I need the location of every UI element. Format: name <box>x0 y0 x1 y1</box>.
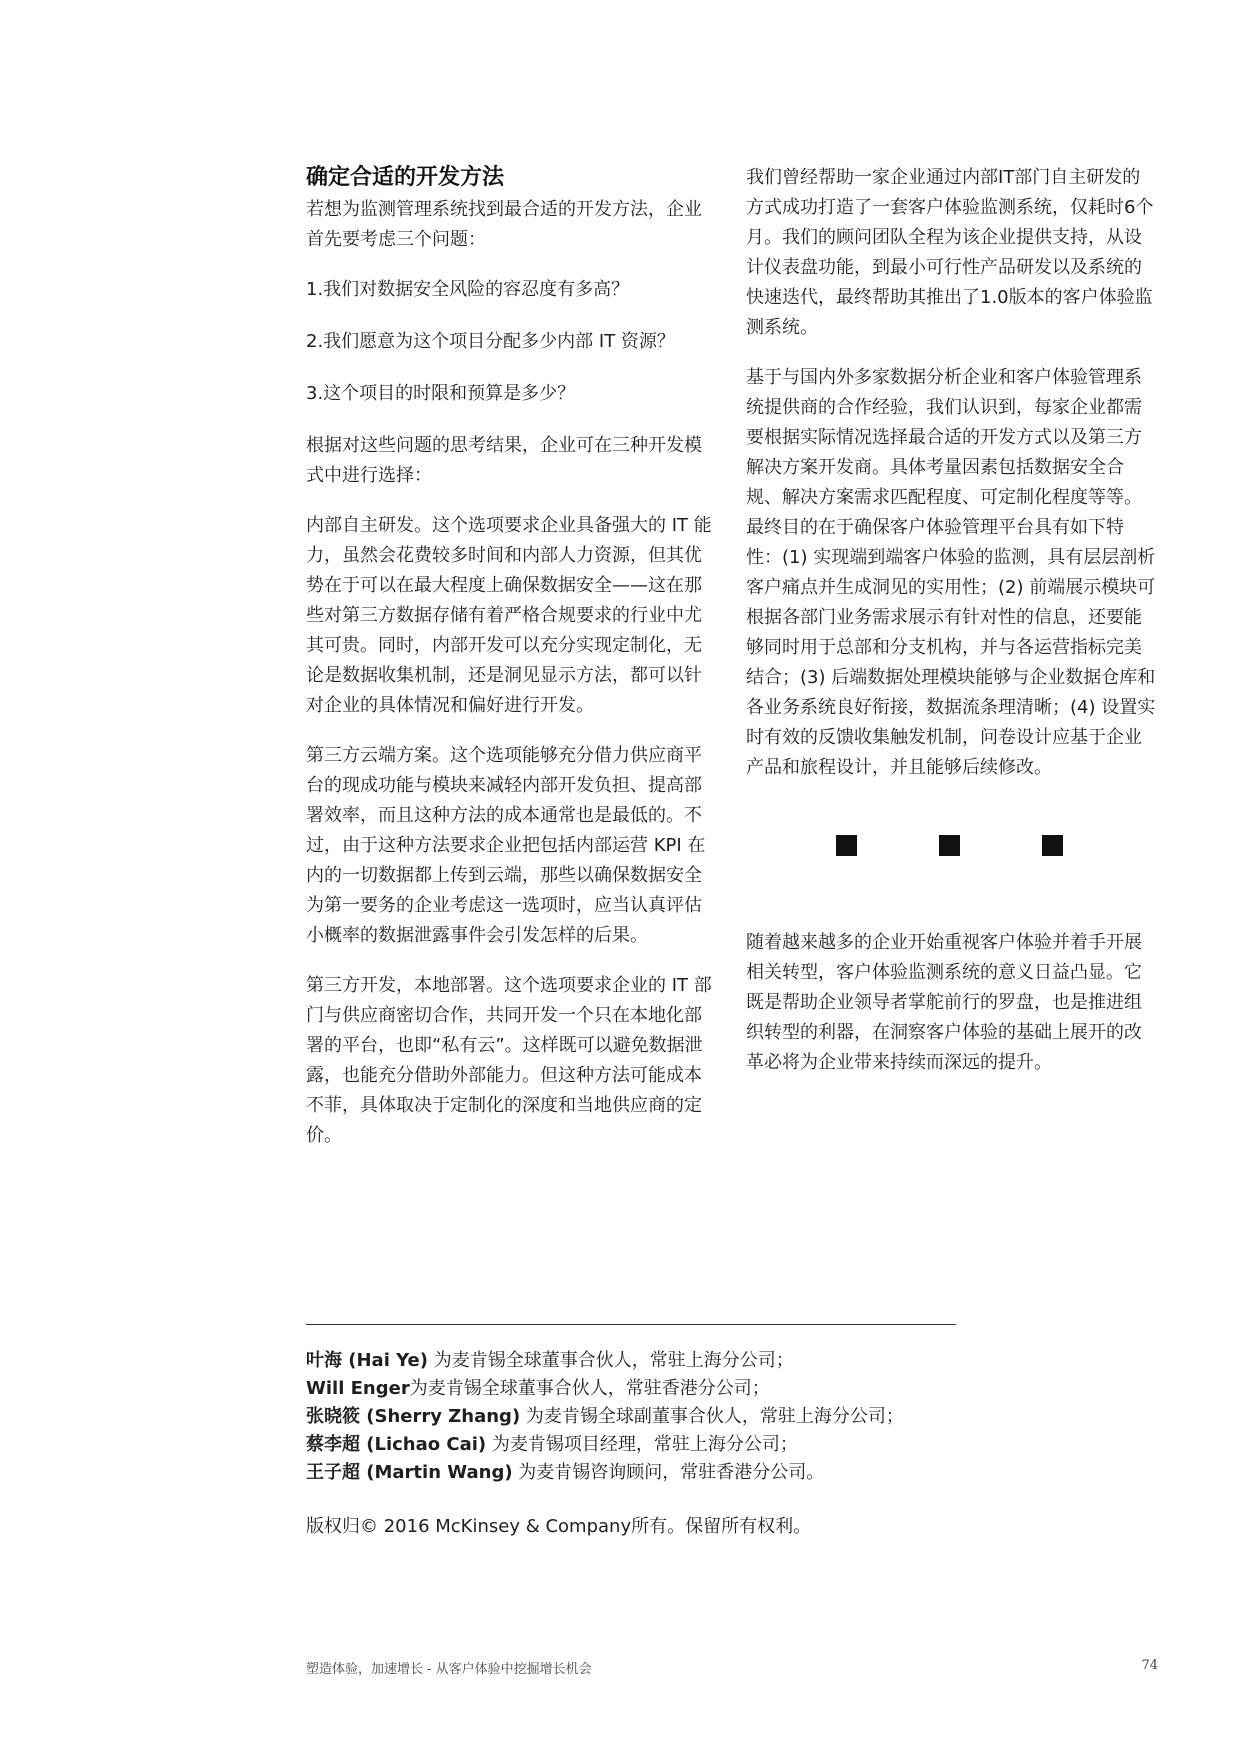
author-entry <box>306 1431 1106 1459</box>
square-bullet-icon <box>1042 835 1063 856</box>
author-desc: 为麦肯锡全球副董事合伙人，常驻上海分公司； <box>520 1406 904 1427</box>
question-1: 1.我们对数据安全风险的容忍度有多高？ <box>306 279 630 300</box>
intro-paragraph: 若想为监测管理系统找到最合适的开发方法，企业首先要考虑三个问题： <box>306 199 702 250</box>
section-title: 确定合适的开发方法 <box>306 165 505 190</box>
author-name: Will Enger <box>306 1378 410 1399</box>
page-number: 74 <box>1141 1658 1158 1673</box>
author-desc: 为麦肯锡全球董事合伙人，常驻香港分公司； <box>409 1378 770 1399</box>
square-bullet-icon <box>939 835 960 856</box>
author-entry <box>306 1347 1106 1375</box>
horizontal-rule <box>306 1324 956 1325</box>
author-name: 蔡李超 (Lichao Cai) <box>306 1434 487 1455</box>
option-local: 第三方开发，本地部署。这个选项要求企业的 IT 部门与供应商密切合作，共同开发一个只在本地化部署的平台，也即“私有云”。这样既可以避免数据泄露，也能充分借助外部能力。但这种方法可能成本不菲，具体取决于定制化的深度和当地供应商的定价。 <box>306 975 712 1146</box>
author-entry <box>306 1459 1106 1487</box>
option-cloud: 第三方云端方案。这个选项能够充分借力供应商平台的现成功能与模块来减轻内部开发负担、提高部署效率，而且这种方法的成本通常也是最低的。不过，由于这种方法要求企业把包括内部运营 KPI 在内的一切数据都上传到云端，那些以确保数据安全为第一要务的企业考虑这一选项时，应当认真评估小概率的数据泄露事件会引发怎样的后果。 <box>306 745 706 946</box>
author-name: 张晓筱 (Sherry Zhang) <box>306 1406 521 1427</box>
author-name: 王子超 (Martin Wang) <box>306 1462 513 1483</box>
question-3: 3.这个项目的时限和预算是多少？ <box>306 383 576 404</box>
author-entry <box>306 1375 1106 1403</box>
conclusion-paragraph: 随着越来越多的企业开始重视客户体验并着手开展相关转型，客户体验监测系统的意义日益凸显。它既是帮助企业领导者掌舵前行的罗盘，也是推进组织转型的利器，在洞察客户体验的基础上展开的改革必将为企业带来持续而深远的提升。 <box>746 932 1142 1073</box>
section-divider <box>836 835 1066 857</box>
author-desc: 为麦肯锡项目经理，常驻上海分公司； <box>486 1434 798 1455</box>
lead-paragraph: 根据对这些问题的思考结果，企业可在三种开发模式中进行选择： <box>306 435 702 486</box>
square-bullet-icon <box>836 835 857 856</box>
author-desc: 为麦肯锡全球董事合伙人，常驻上海分公司； <box>427 1350 794 1371</box>
footer-title: 塑造体验，加速增长 - 从客户体验中挖掘增长机会 <box>306 1662 592 1677</box>
experience-paragraph: 基于与国内外多家数据分析企业和客户体验管理系统提供商的合作经验，我们认识到，每家企业都需要根据实际情况选择最合适的开发方式以及第三方解决方案开发商。具体考量因素包括数据安全合规、解决方案需求匹配程度、可定制化程度等等。最终目的在于确保客户体验管理平台具有如下特性：(1) 实现端到端客户体验的监测，具有层层剖析客户痛点并生成洞见的实用性；(2) 前端展示模块可根据各部门业务需求展示有针对性的信息，还要能够同时用于总部和分支机构，并与各运营指标完美结合；(3) 后端数据处理模块能够与企业数据仓库和各业务系统良好衔接，数据流条理清晰；(4) 设置实时有效的反馈收集触发机制，问卷设计应基于企业产品和旅程设计，并且能够后续修改。 <box>746 367 1156 778</box>
right-column <box>746 163 1158 803</box>
left-column <box>306 163 718 1171</box>
option-in-house: 内部自主研发。这个选项要求企业具备强大的 IT 能力，虽然会花费较多时间和内部人力资源，但其优势在于可以在最大程度上确保数据安全——这在那些对第三方数据存储有着严格合规要求的行业中尤其可贵。同时，内部开发可以充分实现定制化，无论是数据收集机制，还是洞见显示方法，都可以针对企业的具体情况和偏好进行开发。 <box>306 515 712 716</box>
author-list <box>306 1347 1106 1487</box>
question-2: 2.我们愿意为这个项目分配多少内部 IT 资源？ <box>306 331 675 352</box>
author-desc: 为麦肯锡咨询顾问，常驻香港分公司。 <box>512 1462 825 1483</box>
author-entry <box>306 1403 1106 1431</box>
case-paragraph: 我们曾经帮助一家企业通过内部IT部门自主研发的方式成功打造了一套客户体验监测系统，仅耗时6个月。我们的顾问团队全程为该企业提供支持，从设计仪表盘功能，到最小可行性产品研发以及系统的快速迭代，最终帮助其推出了1.0版本的客户体验监测系统。 <box>746 167 1154 338</box>
author-name: 叶海 (Hai Ye) <box>306 1350 428 1371</box>
copyright-notice: 版权归© 2016 McKinsey & Company所有。保留所有权利。 <box>306 1516 812 1537</box>
